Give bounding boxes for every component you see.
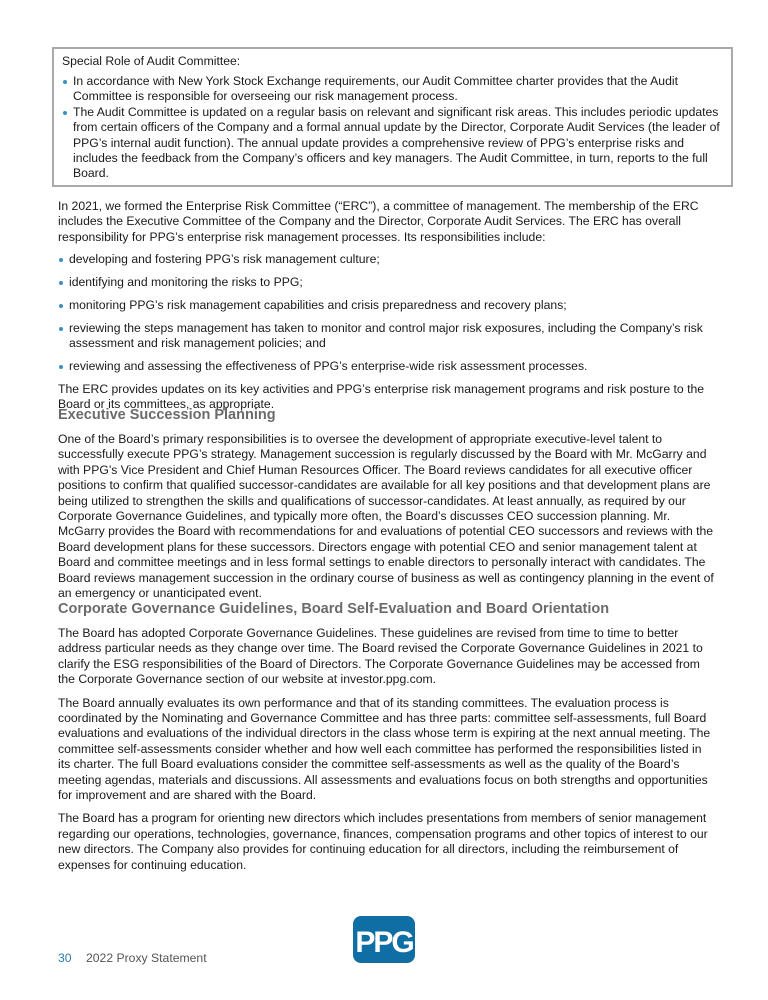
erc-bullet: reviewing the steps management has taken to monitor and control major risk exposures, including the Company’s risk assessment and risk management policies; and — [58, 321, 714, 352]
document-title: 2022 Proxy Statement — [86, 951, 207, 965]
audit-committee-callout — [52, 47, 733, 187]
section-heading-succession: Executive Succession Planning — [58, 407, 276, 423]
callout-bullet-list — [62, 74, 723, 182]
governance-paragraph: The Board annually evaluates its own performance and that of its standing committees. The evaluation process is coordinated by the Nominating and Governance Committee and has three parts: committee self-assessments, full Board evaluations and evaluations of the individual directors in the class whose term is expiring at the next annual meeting. The committee self-assessments consider whether and how well each committee has performed the responsibilities listed in its charter. The full Board evaluations consider the committee self-assessments as well as the quality of the Board’s meeting agendas, materials and discussions. All assessments and evaluations focus on both strengths and opportunities for improvement and are shared with the Board. — [58, 695, 711, 803]
erc-intro: In 2021, we formed the Enterprise Risk Committee (“ERC”), a committee of management. The membership of the ERC includes the Executive Committee of the Company and the Director, Corporate Audit Services. The ERC has overall responsibility for PPG’s enterprise risk management processes. Its responsibilities include: — [58, 199, 699, 244]
erc-section — [58, 199, 714, 412]
page-number: 30 — [58, 951, 72, 965]
ppg-logo-icon — [353, 916, 415, 963]
svg-text:PPG: PPG — [355, 926, 413, 959]
ppg-logo — [353, 916, 415, 963]
callout-bullet: In accordance with New York Stock Exchange requirements, our Audit Committee charter provides that the Audit Committee is responsible for overseeing our risk management process. — [62, 74, 723, 105]
succession-body: One of the Board’s primary responsibilities is to oversee the development of appropriate executive-level talent to successfully execute PPG’s strategy. Management succession is regularly discussed by the Board with Mr. McGarry and with PPG’s Vice President and Chief Human Resources Officer. The Board reviews candidates for all executive officer positions to confirm that qualified successor-candidates are available for all key positions and that development plans are being utilized to strengthen the skills and qualifications of successor-candidates. At least annually, as required by our Corporate Governance Guidelines, and typically more often, the Board’s discusses CEO succession planning. Mr. McGarry provides the Board with recommendations for and evaluations of potential CEO successors and reviews with the Board development plans for these successors. Directors engage with potential CEO and senior management talent at Board and committee meetings and in less formal settings to enable directors to personally interact with candidates. The Board reviews management succession in the ordinary course of business as well as contingency planning in the event of an emergency or unanticipated event. — [58, 432, 714, 601]
succession-section — [58, 406, 714, 601]
erc-bullet: identifying and monitoring the risks to PPG; — [58, 275, 714, 290]
section-heading-governance: Corporate Governance Guidelines, Board Self-Evaluation and Board Orientation — [58, 601, 610, 617]
erc-bullet: monitoring PPG’s risk management capabilities and crisis preparedness and recovery plans; — [58, 298, 714, 313]
callout-title: Special Role of Audit Committee: — [62, 54, 241, 68]
governance-paragraph: The Board has adopted Corporate Governance Guidelines. These guidelines are revised from time to time to better address particular needs as they change over time. The Board revised the Corporate Governance Guidelines in 2021 to clarify the ESG responsibilities of the Board of Directors. The Corporate Governance Guidelines may be accessed from the Corporate Governance section of our website at investor.ppg.com. — [58, 626, 703, 687]
governance-section — [58, 600, 714, 873]
erc-responsibility-list — [58, 252, 714, 374]
erc-closing: The ERC provides updates on its key activities and PPG’s enterprise risk management programs and risk posture to the Board or its committees, as appropriate. — [58, 381, 705, 412]
erc-bullet: reviewing and assessing the effectiveness of PPG’s enterprise-wide risk assessment processes. — [58, 359, 714, 374]
governance-paragraph: The Board has a program for orienting new directors which includes presentations from members of senior management regarding our operations, technologies, governance, finances, compensation programs and other topics of interest to our new directors. The Company also provides for continuing education for all directors, including the reimbursement of expenses for continuing education. — [58, 811, 708, 872]
erc-bullet: developing and fostering PPG’s risk management culture; — [58, 252, 714, 267]
callout-bullet: The Audit Committee is updated on a regular basis on relevant and significant risk areas. This includes periodic updates from certain officers of the Company and a formal annual update by the Director, Corporate Audit Services (the leader of PPG’s internal audit function). The annual update provides a comprehensive review of PPG’s enterprise risks and includes the feedback from the Company’s officers and key managers. The Audit Committee, in turn, reports to the full Board. — [62, 105, 723, 182]
